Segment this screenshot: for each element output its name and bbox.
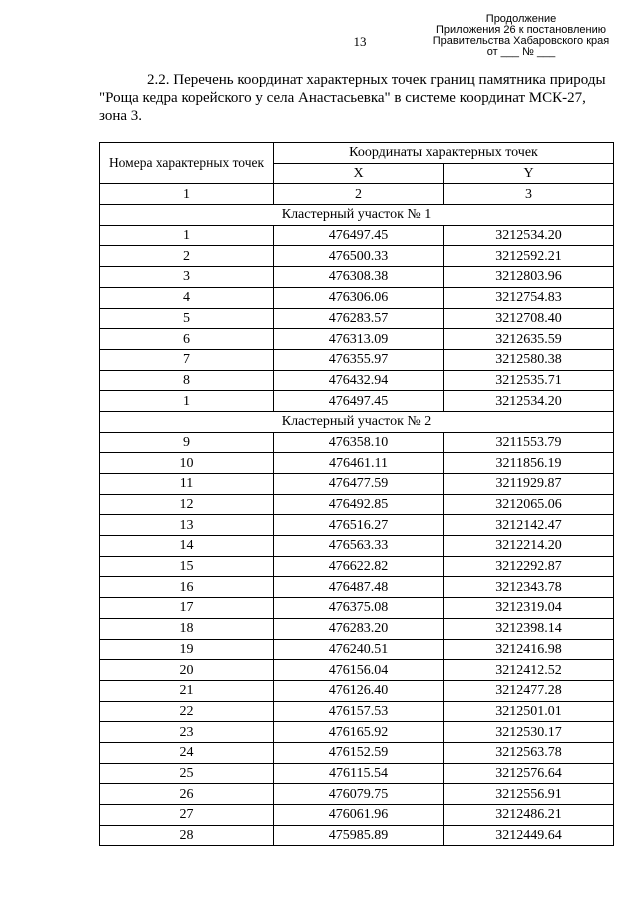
section-title: Кластерный участок № 2 <box>100 411 614 432</box>
table-row <box>100 660 614 681</box>
column-number: 1 <box>100 184 274 205</box>
point-number-cell: 20 <box>100 660 274 681</box>
point-number-cell: 13 <box>100 515 274 536</box>
x-coordinate-cell: 476622.82 <box>274 556 444 577</box>
x-coordinate-cell: 476432.94 <box>274 370 444 391</box>
coords-column-header: Координаты характерных точек <box>274 143 614 164</box>
intro-line-2: "Роща кедра корейского у села Анастасьевка" в системе координат МСК-27, <box>99 90 586 106</box>
x-coordinate-cell: 476477.59 <box>274 474 444 495</box>
x-coordinate-cell: 476152.59 <box>274 742 444 763</box>
column-number: 3 <box>444 184 614 205</box>
table-row <box>100 349 614 370</box>
table-row <box>100 370 614 391</box>
x-coordinate-cell: 476492.85 <box>274 494 444 515</box>
table-row <box>100 639 614 660</box>
y-coordinate-cell: 3212142.47 <box>444 515 614 536</box>
x-coordinate-cell: 476079.75 <box>274 784 444 805</box>
header-appendix-ref: Приложения 26 к постановлению <box>436 24 606 36</box>
x-coordinate-cell: 476461.11 <box>274 453 444 474</box>
y-coordinate-cell: 3212292.87 <box>444 556 614 577</box>
x-coordinate-cell: 476375.08 <box>274 598 444 619</box>
y-coordinate-cell: 3212214.20 <box>444 536 614 557</box>
point-number-cell: 8 <box>100 370 274 391</box>
point-number-cell: 26 <box>100 784 274 805</box>
header-date-number: от ___ № ___ <box>486 46 556 58</box>
table-row <box>100 432 614 453</box>
point-number-cell: 6 <box>100 329 274 350</box>
point-number-cell: 14 <box>100 536 274 557</box>
point-number-cell: 19 <box>100 639 274 660</box>
x-column-header: X <box>274 163 444 184</box>
point-number-cell: 4 <box>100 287 274 308</box>
point-number-cell: 21 <box>100 680 274 701</box>
intro-line-1: 2.2. Перечень координат характерных точек границ памятника природы <box>147 72 606 88</box>
x-coordinate-cell: 476061.96 <box>274 805 444 826</box>
section-title: Кластерный участок № 1 <box>100 205 614 226</box>
x-coordinate-cell: 476516.27 <box>274 515 444 536</box>
y-coordinate-cell: 3212580.38 <box>444 349 614 370</box>
column-numbers-row <box>100 184 614 205</box>
x-coordinate-cell: 476156.04 <box>274 660 444 681</box>
y-column-header: Y <box>444 163 614 184</box>
point-number-cell: 10 <box>100 453 274 474</box>
x-coordinate-cell: 476283.20 <box>274 618 444 639</box>
table-row <box>100 742 614 763</box>
point-number-cell: 9 <box>100 432 274 453</box>
x-coordinate-cell: 476313.09 <box>274 329 444 350</box>
table-row <box>100 701 614 722</box>
y-coordinate-cell: 3212412.52 <box>444 660 614 681</box>
y-coordinate-cell: 3212501.01 <box>444 701 614 722</box>
point-number-cell: 24 <box>100 742 274 763</box>
table-row <box>100 267 614 288</box>
table-row <box>100 598 614 619</box>
y-coordinate-cell: 3211553.79 <box>444 432 614 453</box>
point-number-cell: 1 <box>100 225 274 246</box>
point-number-cell: 11 <box>100 474 274 495</box>
table-row <box>100 474 614 495</box>
point-number-cell: 16 <box>100 577 274 598</box>
y-coordinate-cell: 3212319.04 <box>444 598 614 619</box>
y-coordinate-cell: 3211929.87 <box>444 474 614 495</box>
x-coordinate-cell: 476283.57 <box>274 308 444 329</box>
table-row <box>100 784 614 805</box>
table-row <box>100 391 614 412</box>
x-coordinate-cell: 476165.92 <box>274 722 444 743</box>
x-coordinate-cell: 476563.33 <box>274 536 444 557</box>
x-coordinate-cell: 476126.40 <box>274 680 444 701</box>
point-number-cell: 17 <box>100 598 274 619</box>
point-number-cell: 15 <box>100 556 274 577</box>
y-coordinate-cell: 3212754.83 <box>444 287 614 308</box>
table-row <box>100 329 614 350</box>
y-coordinate-cell: 3212592.21 <box>444 246 614 267</box>
point-number-cell: 22 <box>100 701 274 722</box>
table-row <box>100 536 614 557</box>
intro-line-3: зона 3. <box>99 108 143 124</box>
table-body <box>100 205 614 846</box>
x-coordinate-cell: 476115.54 <box>274 763 444 784</box>
y-coordinate-cell: 3212534.20 <box>444 225 614 246</box>
x-coordinate-cell: 475985.89 <box>274 825 444 846</box>
y-coordinate-cell: 3212477.28 <box>444 680 614 701</box>
point-number-cell: 5 <box>100 308 274 329</box>
table-row <box>100 805 614 826</box>
y-coordinate-cell: 3212635.59 <box>444 329 614 350</box>
point-number-cell: 1 <box>100 391 274 412</box>
point-number-cell: 28 <box>100 825 274 846</box>
y-coordinate-cell: 3212535.71 <box>444 370 614 391</box>
x-coordinate-cell: 476500.33 <box>274 246 444 267</box>
point-number-cell: 23 <box>100 722 274 743</box>
point-number-cell: 3 <box>100 267 274 288</box>
coordinates-table <box>99 142 614 846</box>
point-number-cell: 12 <box>100 494 274 515</box>
table-row <box>100 763 614 784</box>
header-government: Правительства Хабаровского края <box>432 35 610 47</box>
x-coordinate-cell: 476358.10 <box>274 432 444 453</box>
table-row <box>100 308 614 329</box>
y-coordinate-cell: 3212803.96 <box>444 267 614 288</box>
y-coordinate-cell: 3212449.64 <box>444 825 614 846</box>
header-continuation: Продолжение <box>485 13 557 25</box>
x-coordinate-cell: 476306.06 <box>274 287 444 308</box>
points-column-header: Номера характерных точек <box>100 143 274 184</box>
point-number-cell: 2 <box>100 246 274 267</box>
y-coordinate-cell: 3212416.98 <box>444 639 614 660</box>
table-row <box>100 722 614 743</box>
x-coordinate-cell: 476497.45 <box>274 391 444 412</box>
point-number-cell: 27 <box>100 805 274 826</box>
table-row <box>100 577 614 598</box>
table-row <box>100 515 614 536</box>
section-title-row <box>100 205 614 226</box>
point-number-cell: 18 <box>100 618 274 639</box>
table-row <box>100 287 614 308</box>
y-coordinate-cell: 3212343.78 <box>444 577 614 598</box>
table-row <box>100 453 614 474</box>
x-coordinate-cell: 476240.51 <box>274 639 444 660</box>
point-number-cell: 7 <box>100 349 274 370</box>
table-row <box>100 225 614 246</box>
y-coordinate-cell: 3212576.64 <box>444 763 614 784</box>
y-coordinate-cell: 3212708.40 <box>444 308 614 329</box>
y-coordinate-cell: 3212563.78 <box>444 742 614 763</box>
y-coordinate-cell: 3212065.06 <box>444 494 614 515</box>
y-coordinate-cell: 3211856.19 <box>444 453 614 474</box>
table-row <box>100 246 614 267</box>
page-number: 13 <box>353 34 367 49</box>
table-row <box>100 825 614 846</box>
column-number: 2 <box>274 184 444 205</box>
y-coordinate-cell: 3212556.91 <box>444 784 614 805</box>
y-coordinate-cell: 3212534.20 <box>444 391 614 412</box>
x-coordinate-cell: 476157.53 <box>274 701 444 722</box>
table-row <box>100 618 614 639</box>
table-row <box>100 680 614 701</box>
section-intro <box>99 71 611 125</box>
x-coordinate-cell: 476497.45 <box>274 225 444 246</box>
x-coordinate-cell: 476355.97 <box>274 349 444 370</box>
y-coordinate-cell: 3212398.14 <box>444 618 614 639</box>
x-coordinate-cell: 476308.38 <box>274 267 444 288</box>
y-coordinate-cell: 3212530.17 <box>444 722 614 743</box>
x-coordinate-cell: 476487.48 <box>274 577 444 598</box>
point-number-cell: 25 <box>100 763 274 784</box>
section-title-row <box>100 411 614 432</box>
table-header-row <box>100 143 614 164</box>
table-row <box>100 556 614 577</box>
y-coordinate-cell: 3212486.21 <box>444 805 614 826</box>
table-row <box>100 494 614 515</box>
appendix-header <box>426 14 616 58</box>
